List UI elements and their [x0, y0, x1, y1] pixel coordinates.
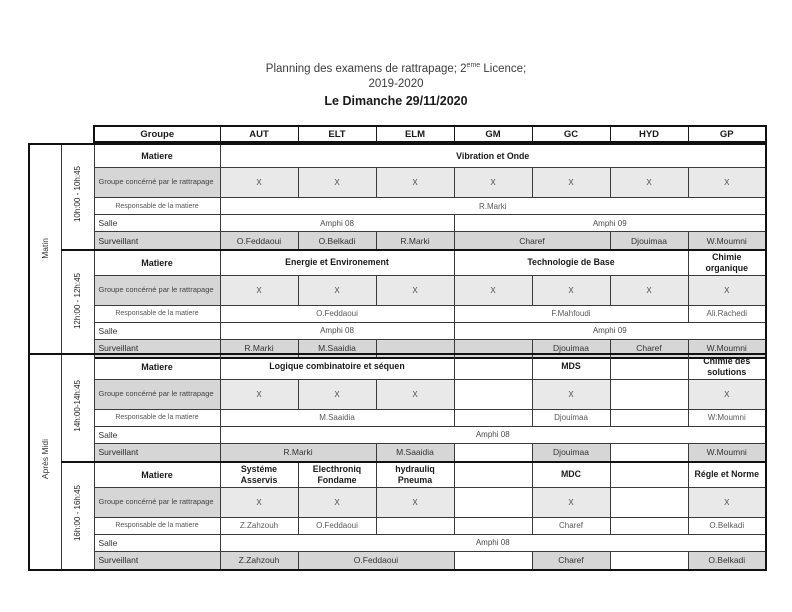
group-cell: X [376, 275, 454, 305]
responsable-cell: F.Mahfoudi [454, 305, 688, 322]
time-cell [61, 462, 94, 570]
subject-cell: Technologie de Base [454, 250, 688, 275]
time-label: 14h:00-14h:45 [73, 379, 82, 432]
group-cell: X [688, 379, 766, 409]
group-cell: X [298, 275, 376, 305]
group-cell: X [220, 379, 298, 409]
period-label: Après Midi [40, 439, 51, 480]
row-label-surveillant: Surveillant [94, 339, 220, 358]
subject-cell: Chimie organique [688, 250, 766, 275]
schedule-row [29, 250, 766, 275]
subject-cell: hydrauliq Pneuma [376, 462, 454, 487]
surveillant-cell: O.Belkadi [298, 232, 376, 251]
row-label-responsable: Responsable de la matiere [94, 409, 220, 426]
surveillant-cell: R.Marki [376, 232, 454, 251]
time-cell [61, 354, 94, 462]
surveillant-cell: Charef [454, 232, 610, 251]
surveillant-cell: Djouimaa [532, 339, 610, 358]
responsable-cell: Ali.Rachedi [688, 305, 766, 322]
surveillant-cell: R.Marki [220, 443, 376, 462]
page-title-line1-suffix: Licence; [480, 62, 527, 75]
schedule-row [29, 215, 766, 232]
surveillant-cell [610, 443, 688, 462]
surveillant-cell: W.Moumni [688, 443, 766, 462]
subject-cell: Vibration et Onde [220, 144, 766, 168]
document-title [0, 62, 792, 108]
schedule-row [29, 379, 766, 409]
subject-cell: Energie et Environement [220, 250, 454, 275]
subject-cell: Régle et Norme [688, 462, 766, 487]
subject-cell: Chimie des solutions [688, 354, 766, 379]
responsable-cell [610, 517, 688, 534]
group-cell: X [298, 168, 376, 198]
row-label-salle: Salle [94, 215, 220, 232]
responsable-cell: O.Feddaoui [220, 305, 454, 322]
row-label-groupe: Groupe concérné par le rattrapage [94, 487, 220, 517]
col-header: HYD [610, 126, 688, 142]
row-label-salle: Salle [94, 426, 220, 443]
col-header: GP [688, 126, 766, 142]
surveillant-cell: Djouimaa [610, 232, 688, 251]
responsable-cell [610, 409, 688, 426]
salle-cell: Amphi 08 [220, 426, 766, 443]
schedule-row [29, 551, 766, 570]
surveillant-cell: Z.Zahzouh [220, 551, 298, 570]
col-header: GC [532, 126, 610, 142]
page-title-line1 [0, 62, 792, 75]
group-cell: X [532, 168, 610, 198]
page-title-year: 2019-2020 [368, 77, 424, 90]
column-header-row [93, 125, 767, 143]
row-label-responsable: Responsable de la matiere [94, 305, 220, 322]
salle-cell: Amphi 09 [454, 215, 766, 232]
group-cell: X [532, 487, 610, 517]
surveillant-cell: R.Marki [220, 339, 298, 358]
group-cell [454, 379, 532, 409]
surveillant-cell: Charef [610, 339, 688, 358]
subject-cell [454, 462, 532, 487]
time-label: 10h:00 - 10h:45 [73, 166, 82, 223]
responsable-cell: O.Belkadi [688, 517, 766, 534]
group-cell: X [532, 379, 610, 409]
col-header: ELT [298, 126, 376, 142]
row-label-salle: Salle [94, 534, 220, 551]
group-cell [454, 487, 532, 517]
responsable-cell: R.Marki [220, 198, 766, 215]
time-cell [61, 250, 94, 358]
period-label: Matin [40, 238, 51, 259]
schedule-row [29, 443, 766, 462]
salle-cell: Amphi 08 [220, 322, 454, 339]
surveillant-cell: W.Moumni [688, 339, 766, 358]
subject-cell [454, 354, 532, 379]
subject-cell: Systéme Asservis [220, 462, 298, 487]
responsable-cell: Z.Zahzouh [220, 517, 298, 534]
group-cell: X [220, 168, 298, 198]
group-cell: X [298, 379, 376, 409]
page-title-line1-text: Planning des examens de rattrapage; 2 [265, 62, 467, 75]
group-cell [610, 487, 688, 517]
responsable-cell: Charef [532, 517, 610, 534]
row-label-matiere: Matiere [94, 462, 220, 487]
subject-cell: MDC [532, 462, 610, 487]
time-label: 12h:00 - 12h:45 [73, 273, 82, 330]
responsable-cell: M.Saaidia [220, 409, 454, 426]
schedule-section [28, 143, 767, 359]
subject-cell: Electhroniq Fondame [298, 462, 376, 487]
surveillant-cell: M.Saaidia [298, 339, 376, 358]
group-cell [610, 379, 688, 409]
salle-cell: Amphi 08 [220, 215, 454, 232]
schedule-row [29, 487, 766, 517]
col-header: GM [454, 126, 532, 142]
subject-cell [610, 354, 688, 379]
row-label-matiere: Matiere [94, 250, 220, 275]
surveillant-cell [454, 551, 532, 570]
row-label-responsable: Responsable de la matiere [94, 517, 220, 534]
period-cell [29, 144, 61, 358]
schedule-section [28, 353, 767, 571]
row-label-matiere: Matiere [94, 354, 220, 379]
schedule-row [29, 168, 766, 198]
schedule-row [29, 144, 766, 168]
time-cell [61, 144, 94, 250]
subject-cell: MDS [532, 354, 610, 379]
group-cell: X [220, 275, 298, 305]
group-cell: X [688, 487, 766, 517]
group-cell: X [220, 487, 298, 517]
col-header: ELM [376, 126, 454, 142]
schedule-row [29, 275, 766, 305]
group-cell: X [688, 168, 766, 198]
row-label-salle: Salle [94, 322, 220, 339]
row-label-groupe: Groupe concérné par le rattrapage [94, 168, 220, 198]
schedule-row [29, 322, 766, 339]
page-title-date: Le Dimanche 29/11/2020 [324, 93, 468, 108]
group-cell: X [376, 168, 454, 198]
group-cell: X [610, 275, 688, 305]
salle-cell: Amphi 08 [220, 534, 766, 551]
group-cell: X [376, 379, 454, 409]
responsable-cell [376, 517, 454, 534]
row-label-matiere: Matiere [94, 144, 220, 168]
surveillant-cell: Charef [532, 551, 610, 570]
subject-cell [610, 462, 688, 487]
group-cell: X [376, 487, 454, 517]
subject-cell: Logique combinatoire et séquen [220, 354, 454, 379]
row-label-surveillant: Surveillant [94, 551, 220, 570]
surveillant-cell: Djouimaa [532, 443, 610, 462]
schedule-row [29, 198, 766, 215]
time-label: 16h:00 - 16h:45 [73, 485, 82, 542]
schedule-row [29, 232, 766, 251]
schedule-row [29, 517, 766, 534]
surveillant-cell: O.Belkadi [688, 551, 766, 570]
row-label-surveillant: Surveillant [94, 232, 220, 251]
row-label-groupe: Groupe concérné par le rattrapage [94, 379, 220, 409]
header-row [94, 126, 766, 142]
surveillant-cell: W.Moumni [688, 232, 766, 251]
surveillant-cell [610, 551, 688, 570]
salle-cell: Amphi 09 [454, 322, 766, 339]
surveillant-cell: O.Feddaoui [220, 232, 298, 251]
period-cell [29, 354, 61, 570]
schedule-row [29, 409, 766, 426]
title-superscript: eme [466, 62, 481, 69]
group-cell: X [454, 275, 532, 305]
schedule-row [29, 354, 766, 379]
col-header-groupe: Groupe [94, 126, 220, 142]
row-label-groupe: Groupe concérné par le rattrapage [94, 275, 220, 305]
group-cell: X [532, 275, 610, 305]
surveillant-cell: M.Saaidia [376, 443, 454, 462]
group-cell: X [610, 168, 688, 198]
group-cell: X [454, 168, 532, 198]
group-cell: X [688, 275, 766, 305]
surveillant-cell: O.Feddaoui [298, 551, 454, 570]
group-cell: X [298, 487, 376, 517]
schedule-row [29, 462, 766, 487]
responsable-cell: O.Feddaoui [298, 517, 376, 534]
responsable-cell [454, 517, 532, 534]
row-label-surveillant: Surveillant [94, 443, 220, 462]
row-label-responsable: Responsable de la matiere [94, 198, 220, 215]
responsable-cell [454, 409, 532, 426]
responsable-cell: W:Moumni [688, 409, 766, 426]
responsable-cell: Djouimaa [532, 409, 610, 426]
col-header: AUT [220, 126, 298, 142]
schedule-row [29, 534, 766, 551]
surveillant-cell [454, 443, 532, 462]
schedule-row [29, 426, 766, 443]
schedule-row [29, 305, 766, 322]
